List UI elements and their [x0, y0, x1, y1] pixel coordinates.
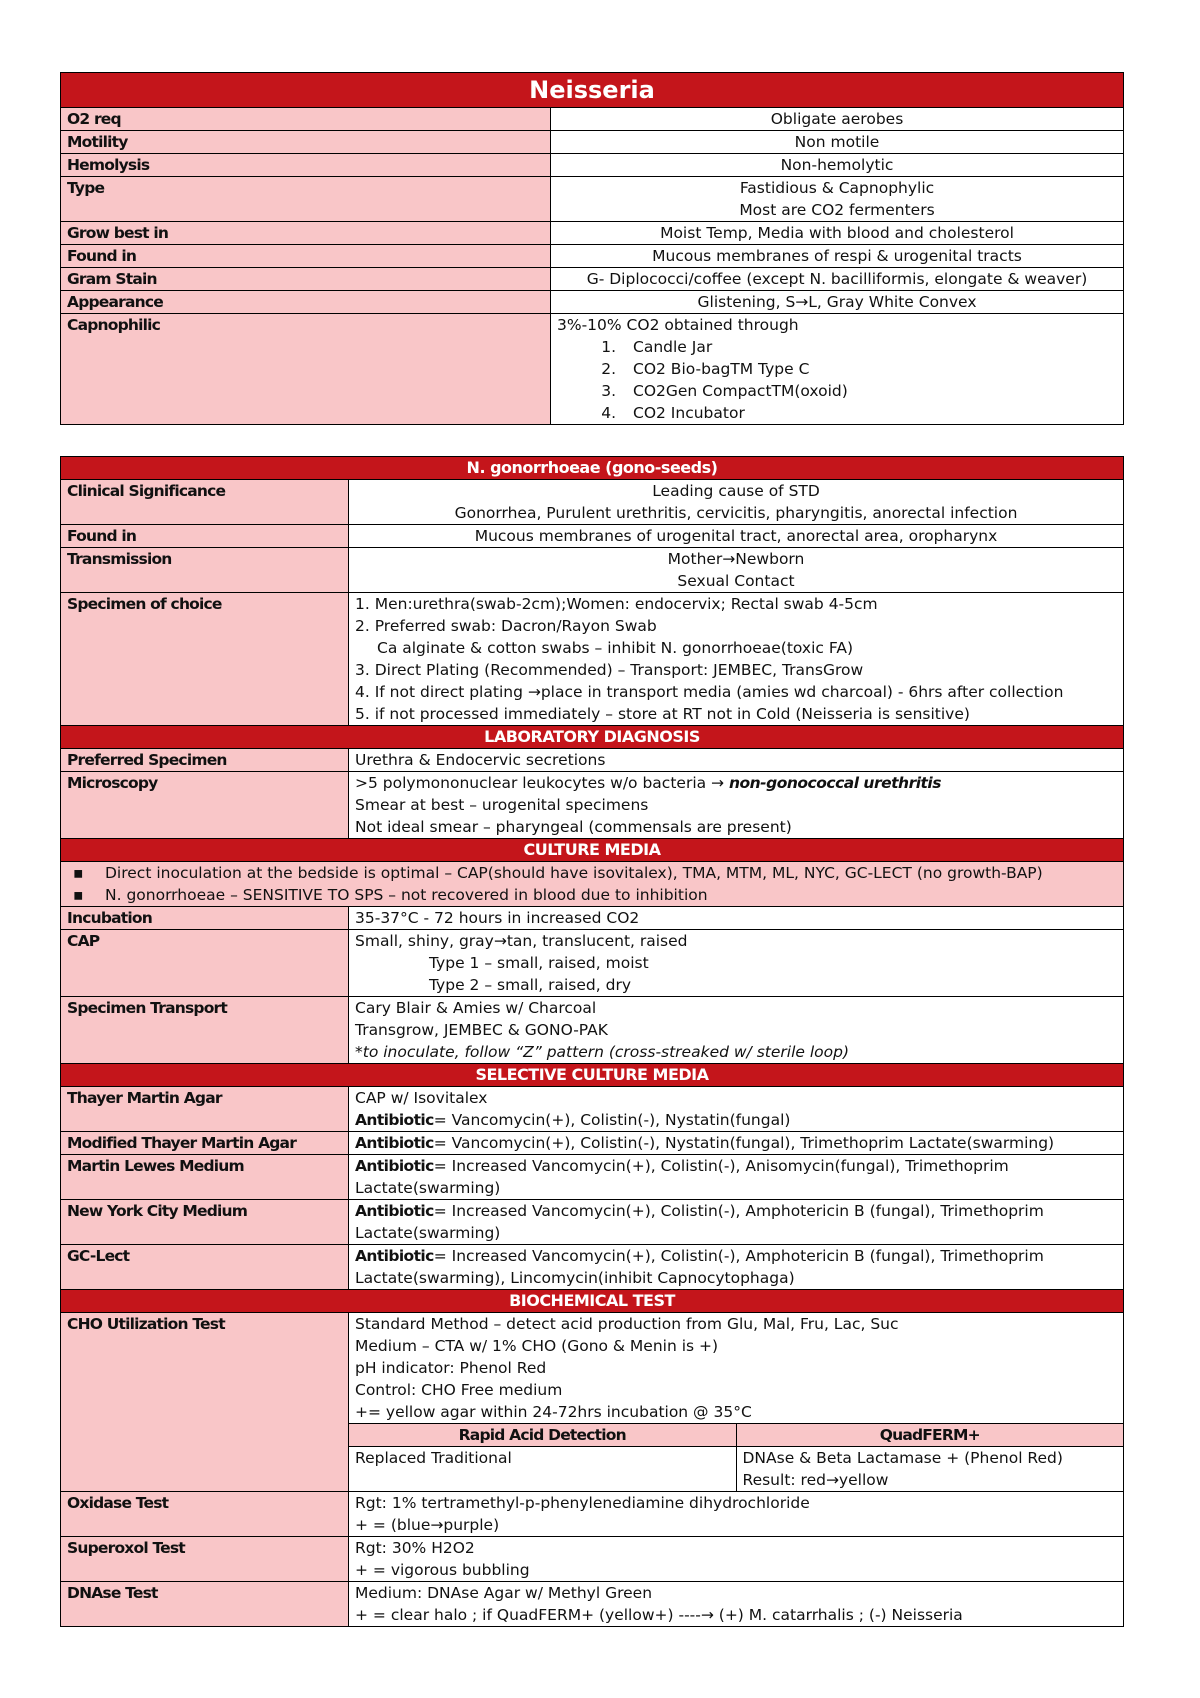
gono-title: N. gonorrhoeae (gono-seeds) — [61, 457, 1124, 480]
text-span: >5 polymononuclear leukocytes w/o bacteria → — [355, 774, 729, 792]
list-item: 3. CO2Gen CompactTM(oxoid) — [621, 380, 1117, 402]
row-label: Incubation — [61, 907, 349, 930]
list-item: 2. CO2 Bio-bagTM Type C — [621, 358, 1117, 380]
quad-header: QuadFERM+ — [736, 1424, 1123, 1447]
text-span: = Vancomycin(+), Colistin(-), Nystatin(fungal), Trimethoprim Lactate(swarming) — [433, 1134, 1055, 1152]
row-label: Transmission — [61, 548, 349, 593]
row-label: Martin Lewes Medium — [61, 1155, 349, 1200]
row-label: Specimen of choice — [61, 593, 349, 726]
text-line: Lactate(swarming) — [355, 1179, 501, 1197]
text-line — [355, 772, 1117, 794]
table-row — [61, 1492, 1124, 1537]
row-label: New York City Medium — [61, 1200, 349, 1245]
capno-value — [551, 314, 1124, 425]
rapid-header: Rapid Acid Detection — [349, 1424, 736, 1447]
text-line: 4. If not direct plating →place in transport media (amies wd charcoal) - 6hrs after collection — [355, 683, 1064, 701]
table-row — [61, 1155, 1124, 1200]
text-span: = Increased Vancomycin(+), Colistin(-), Amphotericin B (fungal), Trimethoprim — [433, 1202, 1044, 1220]
rapid-value: Replaced Traditional — [349, 1447, 736, 1492]
table-row — [61, 997, 1124, 1064]
text-line — [355, 1109, 1117, 1131]
table-row — [61, 131, 1124, 154]
quad-value — [736, 1447, 1123, 1492]
row-label: Thayer Martin Agar — [61, 1087, 349, 1132]
text-line: Gonorrhea, Purulent urethritis, cervicitis, pharyngitis, anorectal infection — [454, 504, 1018, 522]
capno-list — [557, 336, 1117, 424]
list-item: ▪ Direct inoculation at the bedside is optimal – CAP(should have isovitalex), TMA, MTM, ML, NYC, GC-LECT (no growth-BAP) — [67, 862, 1117, 884]
row-label: Grow best in — [61, 222, 551, 245]
table-row — [61, 245, 1124, 268]
section-header-selective: SELECTIVE CULTURE MEDIA — [61, 1064, 1124, 1087]
row-value: Mucous membranes of respi & urogenital tracts — [551, 245, 1124, 268]
row-label: Motility — [61, 131, 551, 154]
text-line: += yellow agar within 24-72hrs incubation @ 35°C — [355, 1403, 752, 1421]
table-row — [61, 525, 1124, 548]
table-row — [61, 108, 1124, 131]
row-value — [349, 593, 1124, 726]
row-label: Clinical Significance — [61, 480, 349, 525]
row-value: Urethra & Endocervic secretions — [349, 749, 1124, 772]
text-line — [355, 1200, 1117, 1222]
type-line-1: Fastidious & Capnophylic — [739, 179, 935, 197]
table-row — [61, 1087, 1124, 1132]
row-value — [349, 997, 1124, 1064]
row-value — [349, 1582, 1124, 1627]
row-value: Obligate aerobes — [551, 108, 1124, 131]
text-span: = Increased Vancomycin(+), Colistin(-), Amphotericin B (fungal), Trimethoprim — [433, 1247, 1044, 1265]
text-line: Rgt: 30% H2O2 — [355, 1539, 475, 1557]
text-line: DNAse & Beta Lactamase + (Phenol Red) — [742, 1449, 1063, 1467]
table-row — [61, 268, 1124, 291]
section-header-lab: LABORATORY DIAGNOSIS — [61, 726, 1124, 749]
row-value — [349, 1313, 1124, 1492]
text-line: Type 1 – small, raised, moist — [429, 954, 649, 972]
text-line — [355, 1155, 1117, 1177]
row-value — [349, 548, 1124, 593]
row-label: DNAse Test — [61, 1582, 349, 1627]
text-line: Medium – CTA w/ 1% CHO (Gono & Menin is +) — [355, 1337, 719, 1355]
table-row — [61, 907, 1124, 930]
row-label: Specimen Transport — [61, 997, 349, 1064]
text-line: + = (blue→purple) — [355, 1516, 500, 1534]
antibiotic-label: Antibiotic — [355, 1111, 434, 1129]
list-item: ▪ N. gonorrhoeae – SENSITIVE TO SPS – not recovered in blood due to inhibition — [67, 884, 1117, 906]
table-row — [61, 1200, 1124, 1245]
table-row — [61, 1582, 1124, 1627]
row-value — [349, 1087, 1124, 1132]
row-label: Oxidase Test — [61, 1492, 349, 1537]
text-line: Lactate(swarming), Lincomycin(inhibit Capnocytophaga) — [355, 1269, 795, 1287]
text-span: = Increased Vancomycin(+), Colistin(-), Anisomycin(fungal), Trimethoprim — [433, 1157, 1009, 1175]
table-row — [61, 1132, 1124, 1155]
text-line: 2. Preferred swab: Dacron/Rayon Swab — [355, 617, 657, 635]
row-value: Non motile — [551, 131, 1124, 154]
list-item: 1. Candle Jar — [621, 336, 1117, 358]
text-line: Ca alginate & cotton swabs – inhibit N. gonorrhoeae(toxic FA) — [377, 639, 854, 657]
table-row — [61, 1313, 1124, 1492]
neisseria-title: Neisseria — [61, 73, 1124, 108]
row-value — [551, 177, 1124, 222]
row-value: Moist Temp, Media with blood and cholesterol — [551, 222, 1124, 245]
table-row — [61, 314, 1124, 425]
text-line: Mother→Newborn — [667, 550, 805, 568]
row-value — [349, 1537, 1124, 1582]
table-row — [61, 548, 1124, 593]
row-value: G- Diplococci/coffee (except N. bacilliformis, elongate & weaver) — [551, 268, 1124, 291]
row-value: Mucous membranes of urogenital tract, anorectal area, oropharynx — [349, 525, 1124, 548]
list-item: 4. CO2 Incubator — [621, 402, 1117, 424]
row-label: Found in — [61, 245, 551, 268]
text-line: *to inoculate, follow “Z” pattern (cross-streaked w/ sterile loop) — [355, 1043, 849, 1061]
row-value: 35-37°C - 72 hours in increased CO2 — [349, 907, 1124, 930]
row-label: Hemolysis — [61, 154, 551, 177]
row-value — [349, 1132, 1124, 1155]
row-label: Type — [61, 177, 551, 222]
neisseria-table — [60, 72, 1124, 425]
text-line: Transgrow, JEMBEC & GONO-PAK — [355, 1021, 608, 1039]
row-label: Gram Stain — [61, 268, 551, 291]
row-label: O2 req — [61, 108, 551, 131]
row-value — [349, 772, 1124, 839]
text-line: Standard Method – detect acid production from Glu, Mal, Fru, Lac, Suc — [355, 1315, 899, 1333]
row-label: CHO Utilization Test — [61, 1313, 349, 1492]
row-label: Found in — [61, 525, 349, 548]
table-row — [61, 291, 1124, 314]
text-line: Lactate(swarming) — [355, 1224, 501, 1242]
table-row — [61, 862, 1124, 907]
section-header-culture: CULTURE MEDIA — [61, 839, 1124, 862]
table-row — [61, 749, 1124, 772]
type-line-2: Most are CO2 fermenters — [739, 201, 935, 219]
text-line: 1. Men:urethra(swab-2cm);Women: endocervix; Rectal swab 4-5cm — [355, 595, 878, 613]
text-line: + = vigorous bubbling — [355, 1561, 530, 1579]
text-line — [355, 1245, 1117, 1267]
table-row — [61, 1537, 1124, 1582]
row-value: Glistening, S→L, Gray White Convex — [551, 291, 1124, 314]
text-line: Leading cause of STD — [652, 482, 820, 500]
antibiotic-label: Antibiotic — [355, 1157, 434, 1175]
row-value — [349, 1492, 1124, 1537]
text-line: Cary Blair & Amies w/ Charcoal — [355, 999, 597, 1017]
table-row — [61, 177, 1124, 222]
text-line — [355, 1132, 1117, 1154]
text-line: 5. if not processed immediately – store at RT not in Cold (Neisseria is sensitive) — [355, 705, 970, 723]
table-row — [61, 1245, 1124, 1290]
row-label: Preferred Specimen — [61, 749, 349, 772]
gonorrhoeae-table — [60, 456, 1124, 1627]
section-header-biochemical: BIOCHEMICAL TEST — [61, 1290, 1124, 1313]
text-line: Not ideal smear – pharyngeal (commensals are present) — [355, 818, 792, 836]
text-line: Rgt: 1% tertramethyl-p-phenylenediamine dihydrochloride — [355, 1494, 810, 1512]
cho-subtable — [349, 1423, 1123, 1491]
table-row — [61, 222, 1124, 245]
text-line: Result: red→yellow — [742, 1471, 889, 1489]
row-value — [349, 1155, 1124, 1200]
text-line: Smear at best – urogenital specimens — [355, 796, 649, 814]
table-row — [61, 154, 1124, 177]
antibiotic-label: Antibiotic — [355, 1247, 434, 1265]
row-label: GC-Lect — [61, 1245, 349, 1290]
row-value — [349, 1200, 1124, 1245]
row-label: Capnophilic — [61, 314, 551, 425]
row-label: Superoxol Test — [61, 1537, 349, 1582]
table-row — [61, 772, 1124, 839]
text-line: Sexual Contact — [677, 572, 795, 590]
text-line: CAP w/ Isovitalex — [355, 1089, 488, 1107]
table-row — [61, 593, 1124, 726]
bullet-list — [67, 862, 1117, 906]
culture-bullets — [61, 862, 1124, 907]
text-line: Type 2 – small, raised, dry — [429, 976, 631, 994]
text-line: + = clear halo ; if QuadFERM+ (yellow+) ----→ (+) M. catarrhalis ; (-) Neisseria — [355, 1606, 963, 1624]
row-label: Microscopy — [61, 772, 349, 839]
table-row — [61, 930, 1124, 997]
capno-intro: 3%-10% CO2 obtained through — [557, 316, 799, 334]
row-label: Appearance — [61, 291, 551, 314]
text-span: = Vancomycin(+), Colistin(-), Nystatin(fungal) — [433, 1111, 791, 1129]
row-value: Non-hemolytic — [551, 154, 1124, 177]
row-label: Modified Thayer Martin Agar — [61, 1132, 349, 1155]
text-line: Medium: DNAse Agar w/ Methyl Green — [355, 1584, 653, 1602]
text-line: pH indicator: Phenol Red — [355, 1359, 547, 1377]
antibiotic-label: Antibiotic — [355, 1202, 434, 1220]
emphasis-text: non-gonococcal urethritis — [728, 774, 941, 792]
text-line: Control: CHO Free medium — [355, 1381, 563, 1399]
table-row — [61, 480, 1124, 525]
row-label: CAP — [61, 930, 349, 997]
row-value — [349, 1245, 1124, 1290]
row-value — [349, 930, 1124, 997]
antibiotic-label: Antibiotic — [355, 1134, 434, 1152]
text-line: 3. Direct Plating (Recommended) – Transport: JEMBEC, TransGrow — [355, 661, 864, 679]
row-value — [349, 480, 1124, 525]
text-line: Small, shiny, gray→tan, translucent, raised — [355, 932, 688, 950]
